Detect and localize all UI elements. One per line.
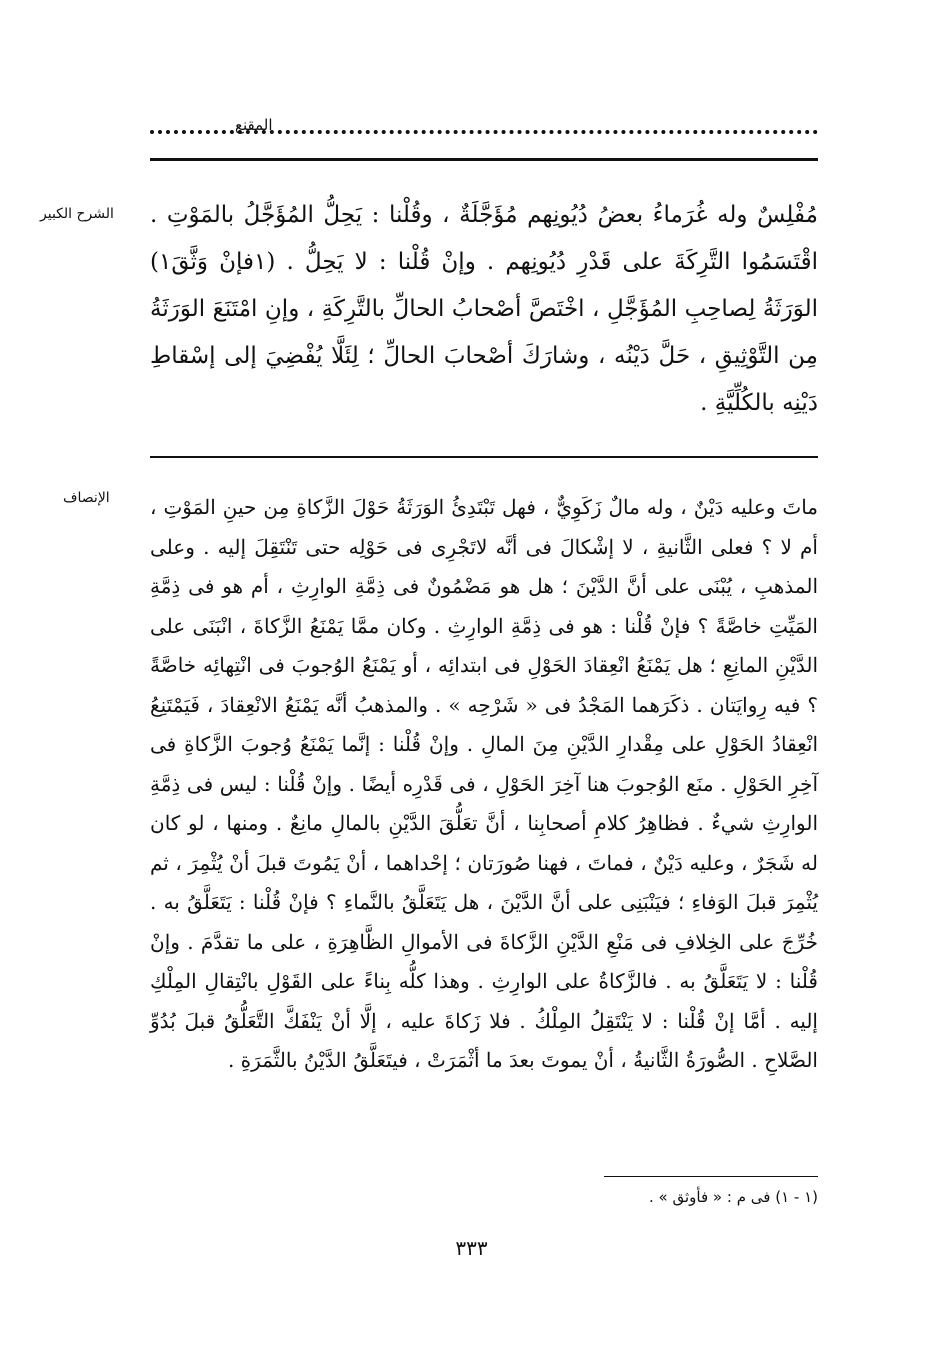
insaf-text-block [150,488,818,1081]
section-divider [150,456,818,458]
footnote-rule [604,1176,818,1177]
page-number: ٣٣٣ [455,1236,488,1260]
sharh-paragraph: مُفْلِسٌ وله غُرَماءُ بعضُ دُيُونِهم مُؤَجَّلَةٌ ، وقُلْنا : يَحِلُّ المُؤَجَّلُ بالمَوْتِ . اقْتَسَمُوا التَّرِكَةَ على قَدْرِ دُيُونِهم . وإنْ قُلْنا : لا يَحِلُّ . (١فإنْ وَثَّقَ١) الوَرَثَةُ لِصاحِبِ المُؤَجَّلِ ، اخْتَصَّ أصْحابُ الحالِّ بالتَّرِكَةِ ، وإنِ امْتَنَعَ الوَرَثَةُ مِن التَّوْثِيقِ ، حَلَّ دَيْنُه ، وشارَكَ أصْحابَ الحالِّ ؛ لِئَلَّا يُفْضِيَ إلى إسْقاطِ دَيْنِه بالكُلِّيَّةِ . [150,202,818,416]
section-label-insaf: الإنصاف [63,490,110,506]
footnote: (١ - ١) فى م : « فأوثق » . [649,1188,818,1206]
running-title: المقنع [235,116,273,134]
running-head [150,114,818,142]
sharh-text-block [150,192,818,427]
section-label-sharh: الشرح الكبير [40,206,114,222]
insaf-paragraph: ماتَ وعليه دَيْنٌ ، وله مالٌ زَكَوِيٌّ ، فهل تَبْتَدِئُ الوَرَثَةُ حَوْلَ الزَّكاةِ مِن حينِ المَوْتِ ، أم لا ؟ فعلى الثَّانيةِ ، لا إشْكالَ فى أنَّه لاتَجْرِى فى حَوْلِه حتى تَنْتَقِلَ إليه . وعلى المذهبِ ، يُبْنَى على أنَّ الدَّيْنَ ؛ هل هو مَضْمُونٌ فى ذِمَّةِ الوارِثِ ، أم هو فى ذِمَّةِ المَيِّتِ خاصَّةً ؟ فإنْ قُلْنا : هو فى ذِمَّةِ الوارِثِ . وكان ممَّا يَمْنَعُ الزَّكاةَ ، انْبَنَى على الدَّيْنِ المانِعِ ؛ هل يَمْنَعُ انْعِقادَ الحَوْلِ فى ابتدائِه ، أو يَمْنَعُ الوُجوبَ فى انْتِهائِه خاصَّةً ؟ فيه رِوايَتان . ذكَرَهما المَجْدُ فى « شَرْحِه » . والمذهبُ أنَّه يَمْنَعُ الانْعِقادَ ، فَيَمْتَنِعُ انْعِقادُ الحَوْلِ على مِقْدارِ الدَّيْنِ مِنَ المالِ . وإنْ قُلْنا : إنَّما يَمْنَعُ وُجوبَ الزَّكاةِ فى آخِرِ الحَوْلِ . منَع الوُجوبَ هنا آخِرَ الحَوْلِ ، فى قَدْرِه أيضًا . وإنْ قُلْنا : ليس فى ذِمَّةِ الوارِثِ شيءٌ . فظاهِرُ كلامِ أصحابِنا ، أنَّ تعَلُّقَ الدَّيْنِ بالمالِ مانِعٌ . ومنها ، لو كان له شَجَرٌ ، وعليه دَيْنٌ ، فماتَ ، فهنا صُورَتان ؛ إحْداهما ، أنْ يَمُوتَ قبلَ أنْ يُثْمِرَ ، ثم يُثْمِرَ قبلَ الوَفاءِ ؛ فيَنْبَنِى على أنَّ الدَّيْنَ ، هل يَتَعَلَّقُ بالنَّماءِ ؟ فإنْ قُلْنا : يَتَعَلَّقُ به . خُرِّجَ على الخِلافِ فى مَنْعِ الدَّيْنِ الزَّكاةَ فى الأموالِ الظَّاهِرَةِ ، على ما تقدَّمَ . وإنْ قُلْنا : لا يَتَعَلَّقُ به . فالزَّكاةُ على الوارِثِ . وهذا كلُّه بِناءً على القَوْلِ بانْتِقالِ المِلْكِ إليه . أمَّا إنْ قُلْنا : لا يَنْتَقِلُ المِلْكُ . فلا زَكاةَ عليه ، إلَّا أنْ يَنْفَكَّ التَّعَلُّقُ قبلَ بُدُوِّ الصَّلاحِ . الصُّورَةُ الثَّانيةُ ، أنْ يموتَ بعدَ ما أثْمَرَتْ ، فيتَعَلَّقُ الدَّيْنُ بالثَّمَرَةِ . [150,495,818,1072]
header-rule [150,158,818,161]
